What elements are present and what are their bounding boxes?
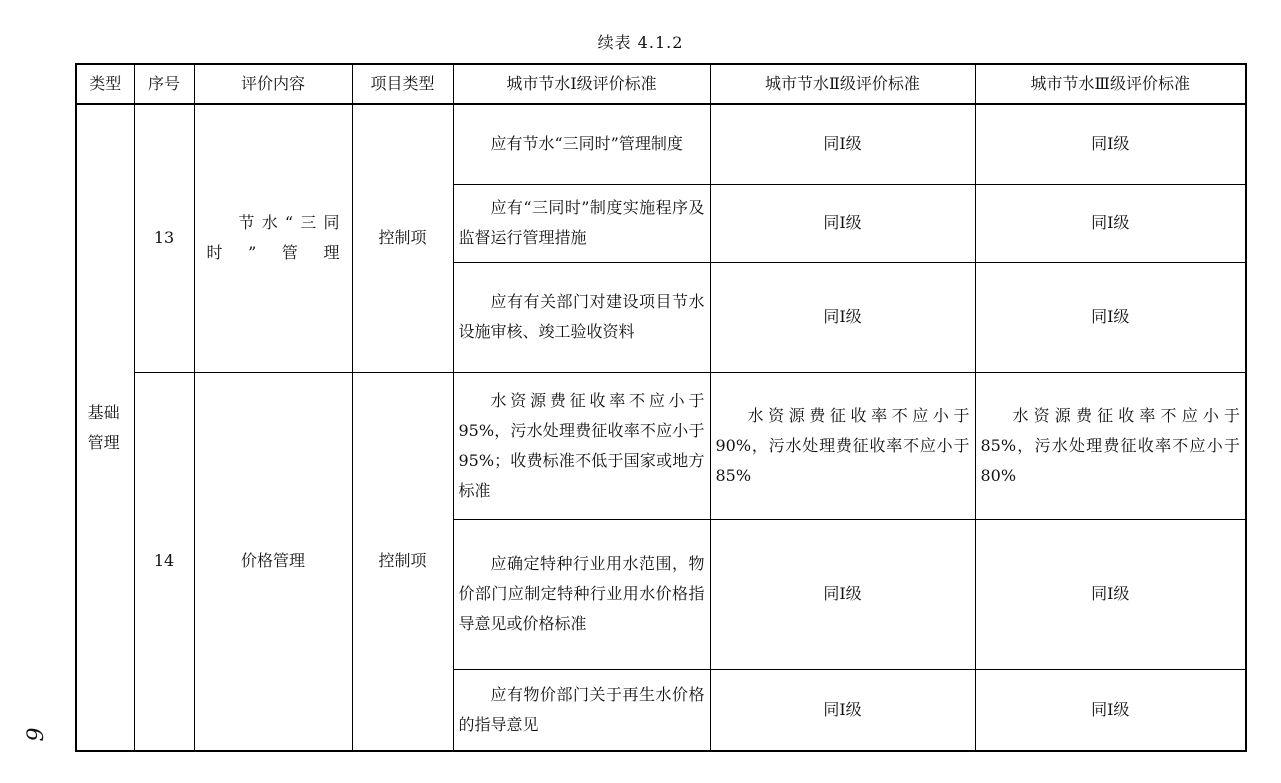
level-3-cell: 同Ⅰ级 [975,262,1246,372]
content-cell: 价格管理 [194,372,352,751]
level-1-cell: 水资源费征收率不应小于95%，污水处理费征收率不应小于95%；收费标准不低于国家或地方标准 [453,372,710,519]
level-2-cell: 同Ⅰ级 [710,519,975,669]
level-2-cell: 同Ⅰ级 [710,669,975,751]
header-content: 评价内容 [194,64,352,104]
table-row [76,104,1246,184]
page-number: 6 [20,727,46,742]
number-cell: 13 [134,104,194,372]
level-1-cell: 应有有关部门对建设项目节水设施审核、竣工验收资料 [453,262,710,372]
level-3-cell: 同Ⅰ级 [975,669,1246,751]
level-1-cell: 应有“三同时”制度实施程序及监督运行管理措施 [453,184,710,262]
header-row [76,64,1246,104]
level-2-cell: 同Ⅰ级 [710,262,975,372]
evaluation-standards-table [75,63,1247,752]
header-item-type: 项目类型 [352,64,453,104]
category-label: 基础管理 [87,402,120,452]
level-1-cell: 应确定特种行业用水范围，物价部门应制定特种行业用水价格指导意见或价格标准 [453,519,710,669]
level-2-cell: 水资源费征收率不应小于90%，污水处理费征收率不应小于85% [710,372,975,519]
level-3-cell: 水资源费征收率不应小于85%，污水处理费征收率不应小于80% [975,372,1246,519]
level-1-cell: 应有物价部门关于再生水价格的指导意见 [453,669,710,751]
table-caption: 续表 4.1.2 [597,33,684,52]
item-type-cell: 控制项 [352,104,453,372]
number-cell: 14 [134,372,194,751]
category-cell [76,104,134,751]
item-type-cell: 控制项 [352,372,453,751]
header-level-3: 城市节水Ⅲ级评价标准 [975,64,1246,104]
header-level-2: 城市节水Ⅱ级评价标准 [710,64,975,104]
level-2-cell: 同Ⅰ级 [710,104,975,184]
content-cell: 节水“三同时”管理 [194,104,352,372]
table-row [76,372,1246,519]
header-level-1: 城市节水Ⅰ级评价标准 [453,64,710,104]
level-3-cell: 同Ⅰ级 [975,184,1246,262]
level-3-cell: 同Ⅰ级 [975,104,1246,184]
header-type: 类型 [76,64,134,104]
level-2-cell: 同Ⅰ级 [710,184,975,262]
level-1-cell: 应有节水“三同时”管理制度 [453,104,710,184]
level-3-cell: 同Ⅰ级 [975,519,1246,669]
header-number: 序号 [134,64,194,104]
